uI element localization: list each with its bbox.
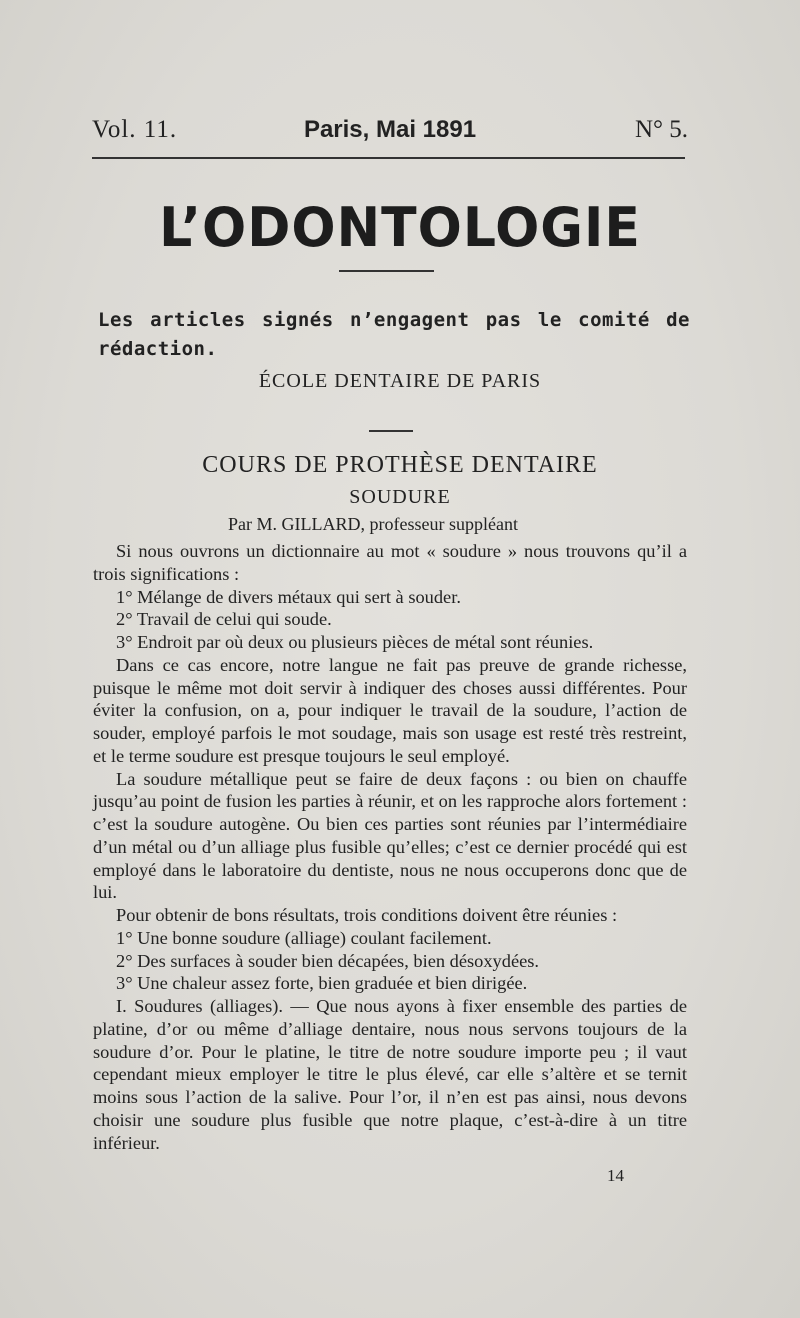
school-heading: ÉCOLE DENTAIRE DE PARIS (258, 370, 542, 392)
journal-title: L’ODONTOLOGIE (159, 196, 641, 260)
issue-number: N° 5. (634, 116, 688, 143)
paragraph: Dans ce cas encore, notre langue ne fait pas preuve de grande richesse, puisque le même mot doit servir à indiquer des choses aussi différentes. Pour éviter la confusion, on a, pour indiquer le travail de la soudure, l’action de souder, employé parfois le mot soudage, mais son usage est resté très restreint, et le terme soudure est presque toujours le seul employé. (93, 654, 687, 766)
paragraph: 3° Endroit par où deux ou plusieurs pièces de métal sont réunies. (116, 632, 594, 652)
header-rule (92, 157, 685, 159)
paragraph: 1° Une bonne soudure (alliage) coulant facilement. (116, 927, 492, 948)
paragraph: 2° Travail de celui qui soude. (116, 609, 332, 630)
section-rule (369, 430, 413, 432)
paragraph: 3° Une chaleur assez forte, bien graduée et bien dirigée. (116, 973, 528, 994)
article-subtitle: SOUDURE (349, 486, 451, 508)
paragraph: 1° Mélange de divers métaux qui sert à souder. (116, 586, 461, 607)
running-header (92, 116, 688, 150)
paragraph: 2° Des surfaces à souder bien décapées, bien désoxydées. (116, 950, 540, 971)
article-heading: COURS DE PROTHÈSE DENTAIRE (202, 452, 598, 478)
paragraph: Si nous ouvrons un dictionnaire au mot « soudure » nous trouvons qu’il a trois significations : (93, 541, 687, 584)
page-folio: 14 (607, 1166, 624, 1185)
article-body (93, 540, 687, 1154)
paragraph: La soudure métallique peut se faire de deux façons : ou bien on chauffe jusqu’au point de fusion les parties à réunir, et on les rapproche alors fortement : c’est la soudure autogène. Ou bien ces parties sont réunies par l’intermédiaire d’un métal ou d’un alliage plus fusible qu’elles; c’est ce dernier procédé qui est employé dans le laboratoire du dentiste, nous ne nous occuperons donc que de lui. (93, 768, 687, 903)
paragraph: Pour obtenir de bons résultats, trois conditions doivent être réunies : (116, 905, 618, 925)
issue-date: Paris, Mai 1891 (303, 116, 477, 143)
paragraph: I. Soudures (alliages). — Que nous ayons à fixer ensemble des parties de platine, d’or ou même d’alliage dentaire, nous nous servons toujours de la soudure d’or. Pour le platine, le titre de notre soudure importe peu ; il vaut cependant mieux employer le titre le plus élevé, car elle s’altère et se ternit moins sous l’action de la salive. Pour l’or, il n’en est pas ainsi, nous devons choisir une soudure plus fusible que notre plaque, c’est-à-dire à un titre inférieur. (93, 996, 687, 1153)
title-rule (339, 270, 434, 272)
volume-label: Vol. 11. (92, 116, 178, 143)
article-author: Par M. GILLARD, professeur suppléant (228, 514, 518, 534)
editorial-notice: Les articles signés n’engagent pas le comité de rédaction. (98, 309, 690, 360)
